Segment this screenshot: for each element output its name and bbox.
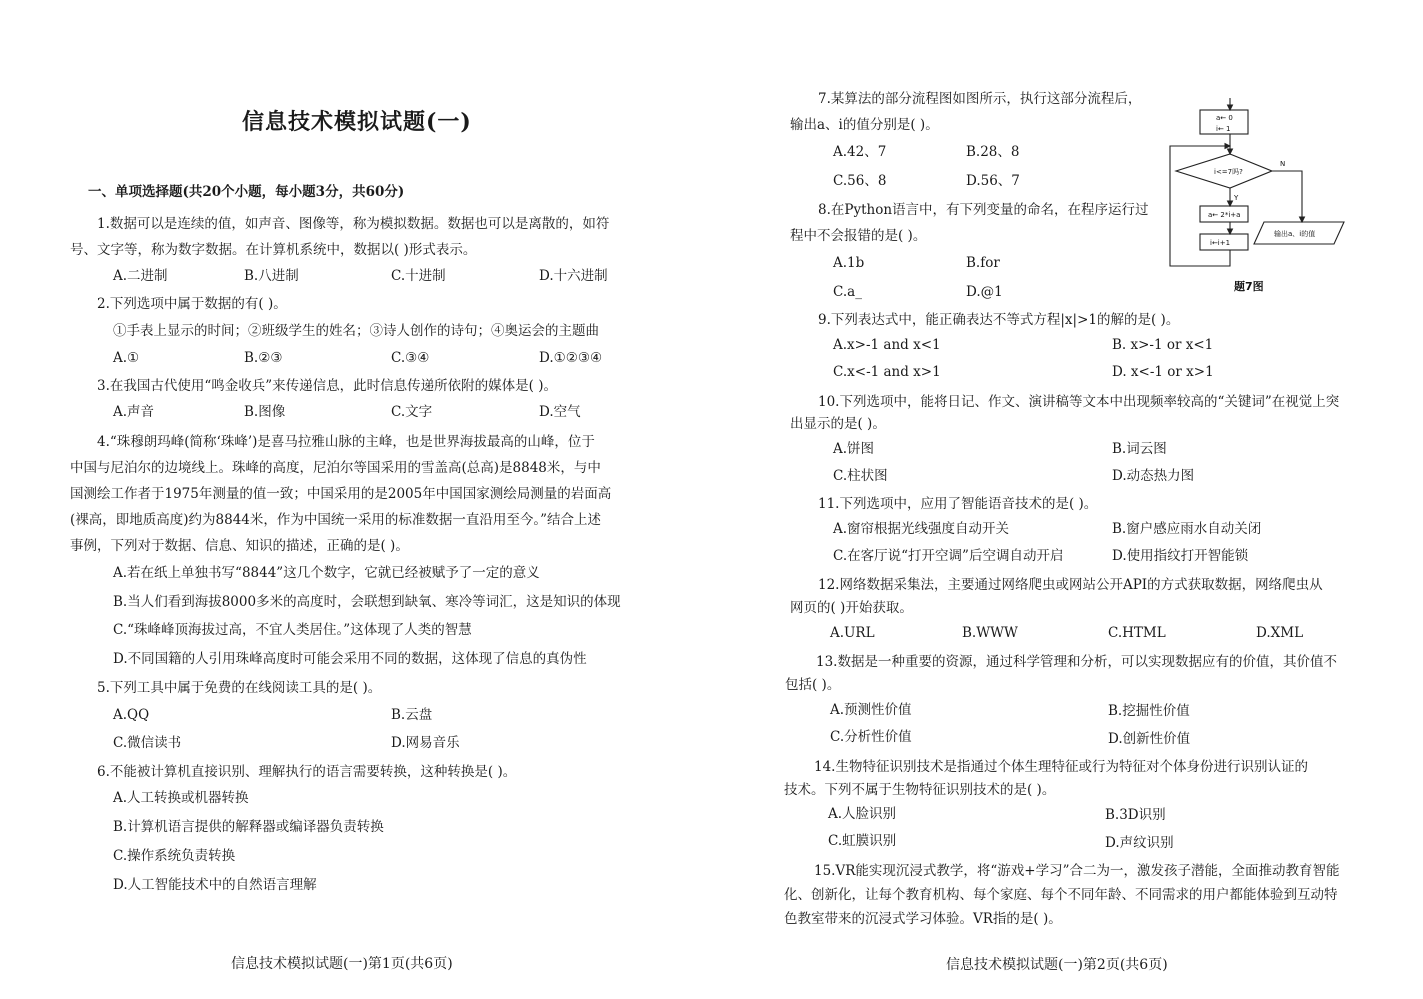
option-4a: A.若在纸上单独书写“8844”这几个数字，它就已经被赋予了一定的意义: [113, 565, 540, 581]
question-2-text: 2.下列选项中属于数据的有( )。: [97, 296, 287, 312]
question-2-items: ①手表上显示的时间；②班级学生的姓名；③诗人创作的诗句；④奥运会的主题曲: [113, 323, 599, 339]
option-11a: A.窗帘根据光线强度自动开关: [833, 521, 1010, 537]
option-14c: C.虹膜识别: [828, 833, 897, 849]
question-1-text: 1.数据可以是连续的值，如声音、图像等，称为模拟数据。数据也可以是离散的，如符: [97, 216, 610, 232]
option-8b: B.for: [966, 255, 1000, 271]
flow-yes-label: Y: [1234, 194, 1239, 202]
question-4-text: 4.“珠穆朗玛峰(简称‘珠峰’)是喜马拉雅山脉的主峰，也是世界海拔最高的山峰，位于: [97, 434, 595, 450]
question-6-text: 6.不能被计算机直接识别、理解执行的语言需要转换，这种转换是( )。: [97, 764, 517, 780]
question-1-text: 号、文字等，称为数字数据。在计算机系统中，数据以( )形式表示。: [70, 242, 477, 258]
option-4d: D.不同国籍的人引用珠峰高度时可能会采用不同的数据，这体现了信息的真伪性: [113, 651, 587, 667]
option-1a: A.二进制: [113, 268, 168, 284]
flow-step-2: i←i+1: [1210, 239, 1231, 247]
option-11c: C.在客厅说“打开空调”后空调自动开启: [833, 548, 1064, 564]
option-5c: C.微信读书: [113, 735, 182, 751]
question-7-text: 输出a、i的值分别是( )。: [790, 117, 939, 133]
flow-init-i: i← 1: [1216, 125, 1231, 133]
option-7a: A.42、7: [833, 144, 887, 160]
question-4-text: 中国与尼泊尔的边境线上。珠峰的高度，尼泊尔等国采用的雪盖高(总高)是8848米，与中: [70, 460, 601, 476]
question-4-text: 事例，下列对于数据、信息、知识的描述，正确的是( )。: [70, 538, 409, 554]
option-5b: B.云盘: [391, 707, 433, 723]
question-7-text: 7.某算法的部分流程图如图所示，执行这部分流程后，: [818, 91, 1142, 107]
option-8c: C.a_: [833, 284, 862, 300]
option-10b: B.词云图: [1112, 441, 1167, 457]
question-8-text: 程中不会报错的是( )。: [790, 228, 927, 244]
option-12a: A.URL: [830, 625, 875, 641]
option-13a: A.预测性价值: [830, 702, 912, 718]
question-4-text: (裸高，即地质高度)约为8844米，作为中国统一采用的标准数据一直沿用至今。”结合上述: [70, 512, 602, 528]
option-8a: A.1b: [833, 255, 865, 271]
option-6a: A.人工转换或机器转换: [113, 790, 249, 806]
option-3c: C.文字: [391, 404, 433, 420]
option-2d: D.①②③④: [539, 350, 603, 366]
option-6c: C.操作系统负责转换: [113, 848, 236, 864]
question-10-text: 出显示的是( )。: [790, 416, 886, 432]
option-3b: B.图像: [244, 404, 286, 420]
option-4b: B.当人们看到海拔8000多米的高度时，会联想到缺氧、寒冷等词汇，这是知识的体现: [113, 594, 621, 610]
question-4-text: 国测绘工作者于1975年测量的值一致；中国采用的是2005年中国国家测绘局测量的岩面高: [70, 486, 612, 502]
question-5-text: 5.下列工具中属于免费的在线阅读工具的是( )。: [97, 680, 382, 696]
option-13b: B.挖掘性价值: [1108, 703, 1190, 719]
question-13-text: 13.数据是一种重要的资源，通过科学管理和分析，可以实现数据应有的价值，其价值不: [816, 654, 1337, 670]
option-10d: D.动态热力图: [1112, 468, 1195, 484]
option-1c: C.十进制: [391, 268, 446, 284]
flowchart-figure: [1164, 96, 1354, 296]
question-3-text: 3.在我国古代使用“鸣金收兵”来传递信息，此时信息传递所依附的媒体是( )。: [97, 378, 558, 394]
flow-output: 输出a、i的值: [1274, 230, 1316, 238]
figure-caption: 题7图: [1234, 280, 1264, 293]
question-12-text: 12.网络数据采集法，主要通过网络爬虫或网站公开API的方式获取数据，网络爬虫从: [818, 577, 1323, 593]
option-12b: B.WWW: [962, 625, 1018, 641]
right-page: [712, 0, 1423, 999]
question-15-text: 15.VR能实现沉浸式教学，将“游戏+学习”合二为一，激发孩子潜能，全面推动教育智能: [814, 863, 1340, 879]
option-13c: C.分析性价值: [830, 729, 912, 745]
section-heading: 一、单项选择题(共20个小题，每小题3分，共60分): [88, 184, 405, 200]
flow-condition: i<=7吗?: [1214, 168, 1243, 176]
option-8d: D.@1: [966, 284, 1003, 300]
option-14a: A.人脸识别: [828, 806, 897, 822]
option-10c: C.柱状图: [833, 468, 888, 484]
option-1b: B.八进制: [244, 268, 299, 284]
option-11b: B.窗户感应雨水自动关闭: [1112, 521, 1262, 537]
option-14d: D.声纹识别: [1105, 835, 1174, 851]
option-4c: C.“珠峰峰顶海拔过高，不宜人类居住。”这体现了人类的智慧: [113, 622, 472, 638]
flow-init-a: a← 0: [1216, 114, 1233, 122]
option-1d: D.十六进制: [539, 268, 608, 284]
question-8-text: 8.在Python语言中，有下列变量的命名，在程序运行过: [818, 202, 1149, 218]
option-9d: D. x<-1 or x>1: [1112, 364, 1214, 380]
question-15-text: 色教室带来的沉浸式学习体验。VR指的是( )。: [784, 911, 1062, 927]
option-12c: C.HTML: [1108, 625, 1166, 641]
flow-step-1: a← 2*i+a: [1208, 211, 1241, 219]
option-7d: D.56、7: [966, 173, 1020, 189]
question-9-text: 9.下列表达式中，能正确表达不等式方程|x|>1的解的是( )。: [818, 312, 1180, 328]
flow-arrow-no: [1272, 171, 1302, 222]
option-2a: A.①: [113, 350, 140, 366]
option-9c: C.x<-1 and x>1: [833, 364, 941, 380]
question-13-text: 包括( )。: [785, 677, 841, 693]
option-7c: C.56、8: [833, 173, 887, 189]
option-11d: D.使用指纹打开智能锁: [1112, 548, 1249, 564]
option-9b: B. x>-1 or x<1: [1112, 337, 1214, 353]
page-title: 信息技术模拟试题(一): [242, 109, 472, 135]
option-6b: B.计算机语言提供的解释器或编译器负责转换: [113, 819, 384, 835]
option-5d: D.网易音乐: [391, 735, 460, 751]
page-footer: 信息技术模拟试题(一)第2页(共6页): [946, 957, 1168, 973]
question-15-text: 化、创新化，让每个教育机构、每个家庭、每个不同年龄、不同需求的用户都能体验到互动特: [784, 887, 1338, 903]
option-13d: D.创新性价值: [1108, 731, 1191, 747]
question-14-text: 技术。下列不属于生物特征识别技术的是( )。: [784, 782, 1056, 798]
option-9a: A.x>-1 and x<1: [833, 337, 941, 353]
flow-no-label: N: [1280, 160, 1286, 168]
question-14-text: 14.生物特征识别技术是指通过个体生理特征或行为特征对个体身份进行识别认证的: [814, 759, 1308, 775]
option-12d: D.XML: [1256, 625, 1304, 641]
option-2b: B.②③: [244, 350, 283, 366]
question-10-text: 10.下列选项中，能将日记、作文、演讲稿等文本中出现频率较高的“关键词”在视觉上突: [818, 394, 1340, 410]
option-14b: B.3D识别: [1105, 807, 1166, 823]
question-11-text: 11.下列选项中，应用了智能语音技术的是( )。: [818, 496, 1098, 512]
page-footer: 信息技术模拟试题(一)第1页(共6页): [231, 956, 453, 972]
option-3d: D.空气: [539, 404, 581, 420]
option-6d: D.人工智能技术中的自然语言理解: [113, 877, 317, 893]
option-3a: A.声音: [113, 404, 155, 420]
question-12-text: 网页的( )开始获取。: [790, 600, 913, 616]
option-2c: C.③④: [391, 350, 430, 366]
option-5a: A.QQ: [113, 707, 150, 723]
option-10a: A.饼图: [833, 441, 875, 457]
option-7b: B.28、8: [966, 144, 1020, 160]
